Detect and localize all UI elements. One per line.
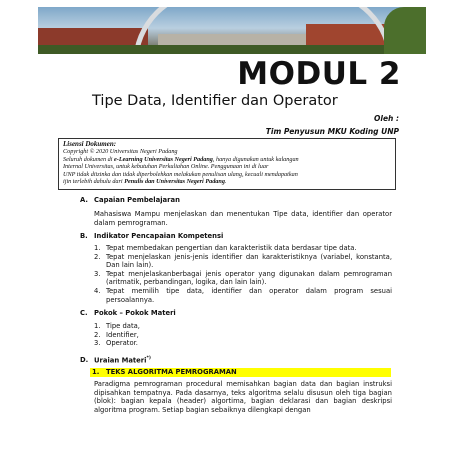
section-a-letter: A.: [80, 196, 88, 204]
list-item: [94, 270, 392, 287]
by-label: Oleh :: [374, 114, 399, 123]
license-line-4c: .: [224, 178, 227, 186]
section-c-list: [94, 322, 392, 348]
license-copyright: Copyright © 2020 Universitas Negeri Padang: [63, 148, 178, 156]
license-line-1b: e-Learning Universitas Negeri Padang: [114, 155, 213, 163]
list-item-number: 4.: [94, 286, 101, 295]
list-item-number: 1.: [94, 244, 101, 252]
banner-tree-right: [384, 7, 426, 54]
list-item-number: 2.: [94, 330, 101, 339]
list-item-text: Tepat memilih tipe data, identifier dan operator dalam program sesuai persoalannya.: [106, 286, 392, 304]
list-item-text: Operator.: [106, 339, 138, 348]
section-b-heading: [80, 232, 223, 240]
license-box: [58, 138, 396, 190]
banner-trees: [38, 45, 426, 54]
list-item-number: 1.: [94, 322, 101, 330]
license-line-4: [63, 178, 391, 185]
list-item: [94, 322, 392, 331]
license-heading: Lisensi Dokumen:: [63, 140, 117, 148]
license-line-1: [63, 156, 391, 163]
section-d-body: Paradigma pemrograman procedural memisahkan bagian data dan bagian instruksi dipisahkan tempatnya. Pada dasarnya, teks algoritma selalu disusun oleh tiga bagian (blok): bagian kepala (header) algortima, bagian deklarasi dan bagian deskripsi algoritma program. Setiap bagian sebaiknya dilengkapi dengan: [94, 380, 392, 414]
section-c-heading: [80, 309, 176, 317]
section-d-footnote-mark: *): [146, 356, 151, 361]
license-line-4a: ijin terlebih dahulu dari: [63, 178, 125, 186]
section-a-heading: [80, 196, 180, 204]
list-item-number: 3.: [94, 339, 101, 348]
section-a-body: Mahasiswa Mampu menjelaskan dan menentukan Tipe data, identifier dan operator dalam pemrograman.: [94, 210, 392, 227]
subsection-number: 1.: [92, 368, 100, 376]
list-item: [94, 244, 392, 253]
list-item: [94, 287, 392, 304]
author-name: Tim Penyusun MKU Koding UNP: [265, 127, 399, 136]
section-b-list: [94, 244, 392, 304]
license-line-4b: Penulis dan Universitas Negeri Padang: [124, 178, 225, 186]
license-line-2: Internal Universitas, untuk kebutuhan Perkuliahan Online. Penggunaan ini di luar: [63, 163, 269, 171]
license-line-3: UNP tidak diizinka dan tidak diperbolehkan melakukan penulisan ulang, kecuali mendapatkan: [63, 170, 298, 178]
list-item-number: 2.: [94, 252, 101, 261]
module-title: MODUL 2: [237, 56, 401, 92]
list-item-text: Tipe data,: [106, 322, 140, 330]
section-c-title: Pokok – Pokok Materi: [94, 309, 176, 317]
section-a-title: Capaian Pembelajaran: [94, 196, 180, 204]
section-d-heading: [80, 356, 151, 364]
list-item-text: Tepat menjelaskanberbagai jenis operator yang digunakan dalam pemrograman (aritmatik, perbandingan, logika, dan lain lain).: [106, 269, 392, 287]
section-c-letter: C.: [80, 309, 88, 317]
list-item-text: Tepat membedakan pengertian dan karakteristik data berdasar tipe data.: [106, 244, 357, 252]
section-d-letter: D.: [80, 356, 89, 365]
header-banner-photo: [38, 7, 426, 54]
subsection-title: TEKS ALGORITMA PEMROGRAMAN: [106, 368, 237, 376]
list-item-number: 3.: [94, 269, 101, 278]
section-b-letter: B.: [80, 232, 88, 240]
list-item: [94, 253, 392, 270]
license-line-1a: Seluruh dokumen di: [63, 155, 115, 163]
module-subtitle: Tipe Data, Identifier dan Operator: [92, 93, 338, 109]
list-item-text: Tepat menjelaskan jenis-jenis identifier dan karakteristiknya (variabel, konstanta, Dan lain lain).: [106, 252, 392, 270]
list-item: [94, 339, 392, 348]
license-line-1c: , hanya digunakan untuk kalangan: [212, 155, 299, 163]
list-item: [94, 331, 392, 340]
list-item-text: Identifier,: [106, 330, 139, 339]
section-d-title: Uraian Materi: [94, 356, 147, 365]
subsection-highlight: [90, 368, 391, 377]
section-b-title: Indikator Pencapaian Kompetensi: [94, 232, 224, 240]
